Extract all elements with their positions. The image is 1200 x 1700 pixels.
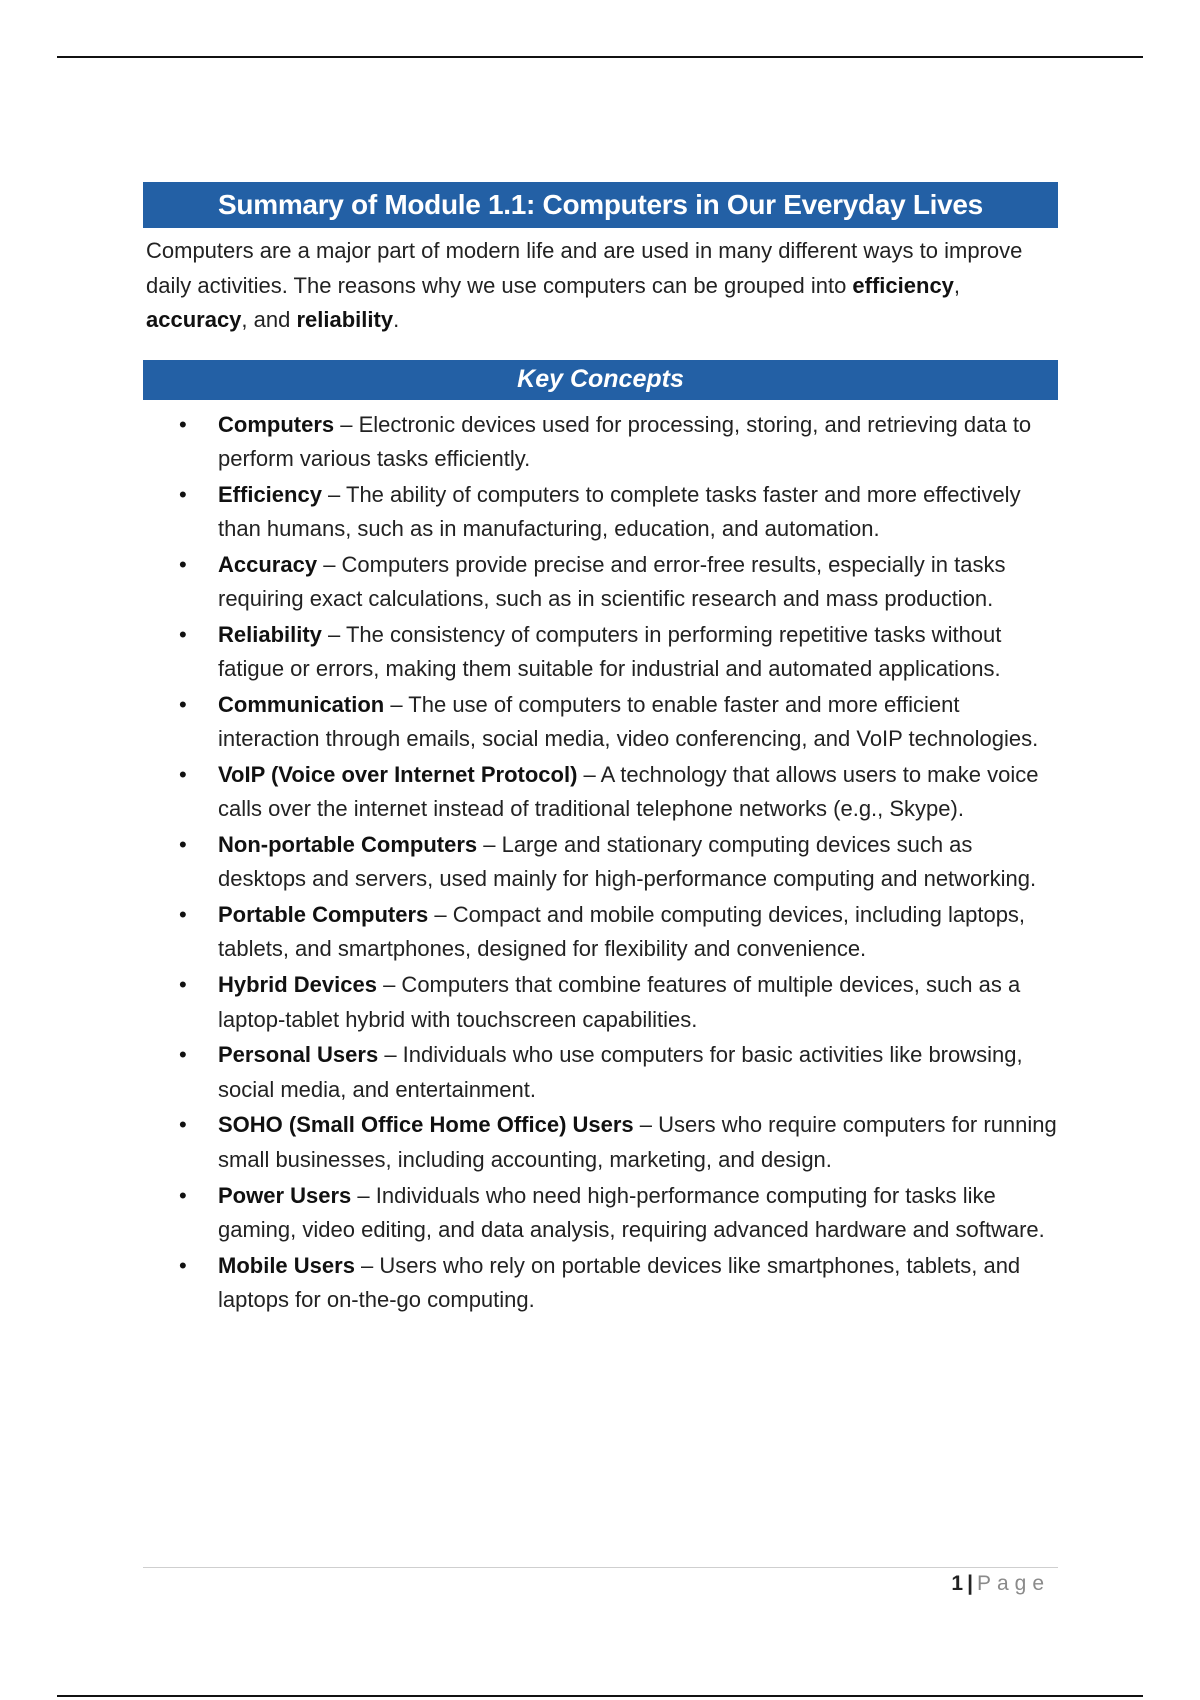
bullet-icon: • bbox=[179, 902, 187, 928]
concept-term: Power Users bbox=[218, 1182, 352, 1208]
bullet-icon: • bbox=[179, 621, 187, 647]
concept-term: Non-portable Computers bbox=[218, 832, 478, 858]
intro-paragraph bbox=[146, 234, 1056, 338]
concept-term: Efficiency bbox=[218, 481, 322, 507]
intro-term-efficiency: efficiency bbox=[852, 272, 954, 298]
intro-term-accuracy: accuracy bbox=[146, 307, 242, 332]
bottom-border-line bbox=[57, 1695, 1143, 1697]
document-title-bar bbox=[143, 182, 1058, 228]
concept-description: – A technology that allows users to make voice calls over the internet instead of traditional telephone networks (e.g., Skype). bbox=[218, 761, 1039, 822]
footer-divider bbox=[143, 1567, 1058, 1568]
concept-item bbox=[143, 618, 1058, 687]
concept-description: – Computers provide precise and error-free results, especially in tasks requiring exact calculations, such as in scientific research and mass production. bbox=[218, 551, 1006, 611]
document-title: Summary of Module 1.1: Computers in Our Everyday Lives bbox=[218, 189, 983, 220]
intro-end: . bbox=[393, 307, 400, 332]
bullet-icon: • bbox=[179, 761, 187, 787]
intro-separator: , bbox=[953, 272, 961, 298]
concept-term: VoIP (Voice over Internet Protocol) bbox=[218, 761, 578, 787]
concept-term: SOHO (Small Office Home Office) Users bbox=[218, 1112, 634, 1138]
key-concepts-heading: Key Concepts bbox=[517, 365, 684, 393]
intro-text: Computers are a major part of modern life and are used in many different ways to improve daily activities. The reasons why we use computers can be grouped into bbox=[146, 238, 1023, 298]
concept-description: – Electronic devices used for processing, storing, and retrieving data to perform various tasks efficiently. bbox=[218, 411, 1032, 471]
concept-term: Computers bbox=[218, 411, 335, 437]
concept-term: Mobile Users bbox=[218, 1252, 355, 1278]
bullet-icon: • bbox=[179, 832, 187, 858]
concept-description: – Users who require computers for running small businesses, including accounting, marketing, and design. bbox=[218, 1112, 1057, 1172]
bullet-icon: • bbox=[179, 972, 187, 998]
concept-item bbox=[143, 758, 1058, 827]
concept-term: Communication bbox=[218, 691, 385, 717]
concept-item bbox=[143, 688, 1058, 757]
bullet-icon: • bbox=[179, 1252, 187, 1278]
intro-separator: , and bbox=[241, 307, 297, 332]
concept-term: Reliability bbox=[218, 621, 322, 647]
key-concepts-list bbox=[143, 408, 1058, 1318]
concept-item bbox=[143, 478, 1058, 547]
top-border-line bbox=[57, 56, 1143, 58]
bullet-icon: • bbox=[179, 1042, 187, 1068]
concept-description: – The consistency of computers in performing repetitive tasks without fatigue or errors, making them suitable for industrial and automated applications. bbox=[218, 621, 1002, 682]
concept-term: Hybrid Devices bbox=[218, 972, 377, 998]
concept-description: – The use of computers to enable faster and more efficient interaction through emails, social media, video conferencing, and VoIP technologies. bbox=[218, 691, 1039, 752]
page-number: 1 bbox=[951, 1572, 964, 1595]
bullet-icon: • bbox=[179, 551, 187, 577]
bullet-icon: • bbox=[179, 1182, 187, 1208]
concept-item bbox=[143, 548, 1058, 617]
concept-description: – Large and stationary computing devices such as desktops and servers, used mainly for high-performance computing and networking. bbox=[218, 832, 1037, 892]
concept-item bbox=[143, 828, 1058, 897]
intro-term-reliability: reliability bbox=[296, 307, 394, 332]
bullet-icon: • bbox=[179, 411, 187, 437]
concept-description: – Individuals who need high-performance computing for tasks like gaming, video editing, and data analysis, requiring advanced hardware and software. bbox=[218, 1182, 1045, 1242]
concept-item bbox=[143, 968, 1058, 1037]
concept-item bbox=[143, 1038, 1058, 1107]
bullet-icon: • bbox=[179, 1112, 187, 1138]
bullet-icon: • bbox=[179, 691, 187, 717]
bullet-icon: • bbox=[179, 481, 187, 507]
concept-item bbox=[143, 1179, 1058, 1248]
concept-item bbox=[143, 408, 1058, 477]
key-concepts-heading-bar bbox=[143, 360, 1058, 400]
document-body bbox=[143, 182, 1058, 1319]
concept-item bbox=[143, 898, 1058, 967]
page-label: Page bbox=[976, 1572, 1050, 1595]
concept-term: Accuracy bbox=[218, 551, 318, 577]
concept-term: Portable Computers bbox=[218, 902, 429, 928]
concept-description: – Compact and mobile computing devices, including laptops, tablets, and smartphones, designed for flexibility and convenience. bbox=[218, 902, 1026, 962]
page-separator: | bbox=[967, 1572, 973, 1595]
concept-description: – Computers that combine features of multiple devices, such as a laptop-tablet hybrid with touchscreen capabilities. bbox=[218, 972, 1021, 1032]
concept-item bbox=[143, 1108, 1058, 1177]
page-footer bbox=[951, 1572, 1050, 1596]
concept-term: Personal Users bbox=[218, 1042, 379, 1068]
concept-description: – The ability of computers to complete tasks faster and more effectively than humans, such as in manufacturing, education, and automation. bbox=[218, 481, 1021, 541]
concept-description: – Users who rely on portable devices like smartphones, tablets, and laptops for on-the-go computing. bbox=[218, 1252, 1021, 1312]
concept-item bbox=[143, 1249, 1058, 1318]
concept-description: – Individuals who use computers for basic activities like browsing, social media, and entertainment. bbox=[218, 1042, 1023, 1102]
